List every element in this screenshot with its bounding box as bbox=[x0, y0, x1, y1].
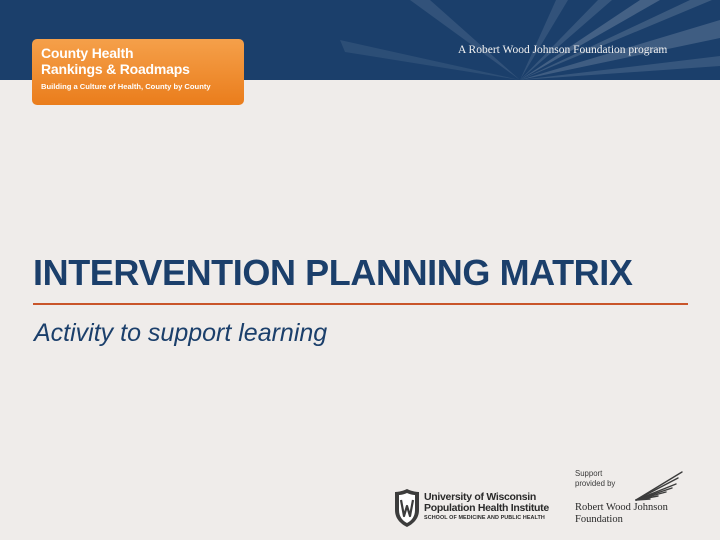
logo-line-1: County Health bbox=[41, 45, 134, 61]
uw-wordmark bbox=[424, 492, 549, 522]
title-divider bbox=[33, 303, 688, 305]
rwjf-wordmark bbox=[575, 502, 668, 525]
slide-title: INTERVENTION PLANNING MATRIX bbox=[33, 252, 633, 293]
slide-subtitle: Activity to support learning bbox=[34, 319, 328, 347]
rwjf-program-text: A Robert Wood Johnson Foundation program bbox=[458, 44, 668, 56]
uw-line-2: Population Health Institute bbox=[424, 502, 549, 514]
uw-crest-icon bbox=[393, 488, 421, 528]
rwjf-name-line-2: Foundation bbox=[575, 513, 623, 525]
logo-tagline: Building a Culture of Health, County by County bbox=[41, 82, 211, 91]
uw-line-1: University of Wisconsin bbox=[424, 491, 537, 503]
uw-school-line: SCHOOL OF MEDICINE AND PUBLIC HEALTH bbox=[424, 515, 545, 521]
support-line-2: provided by bbox=[575, 478, 616, 488]
support-line-1: Support bbox=[575, 469, 603, 478]
logo-line-2: Rankings & Roadmaps bbox=[41, 61, 190, 77]
support-provided-by bbox=[575, 469, 615, 488]
rwjf-rays-icon bbox=[632, 468, 686, 502]
rwjf-name-line-1: Robert Wood Johnson bbox=[575, 502, 668, 513]
county-health-rankings-logo bbox=[32, 39, 244, 105]
